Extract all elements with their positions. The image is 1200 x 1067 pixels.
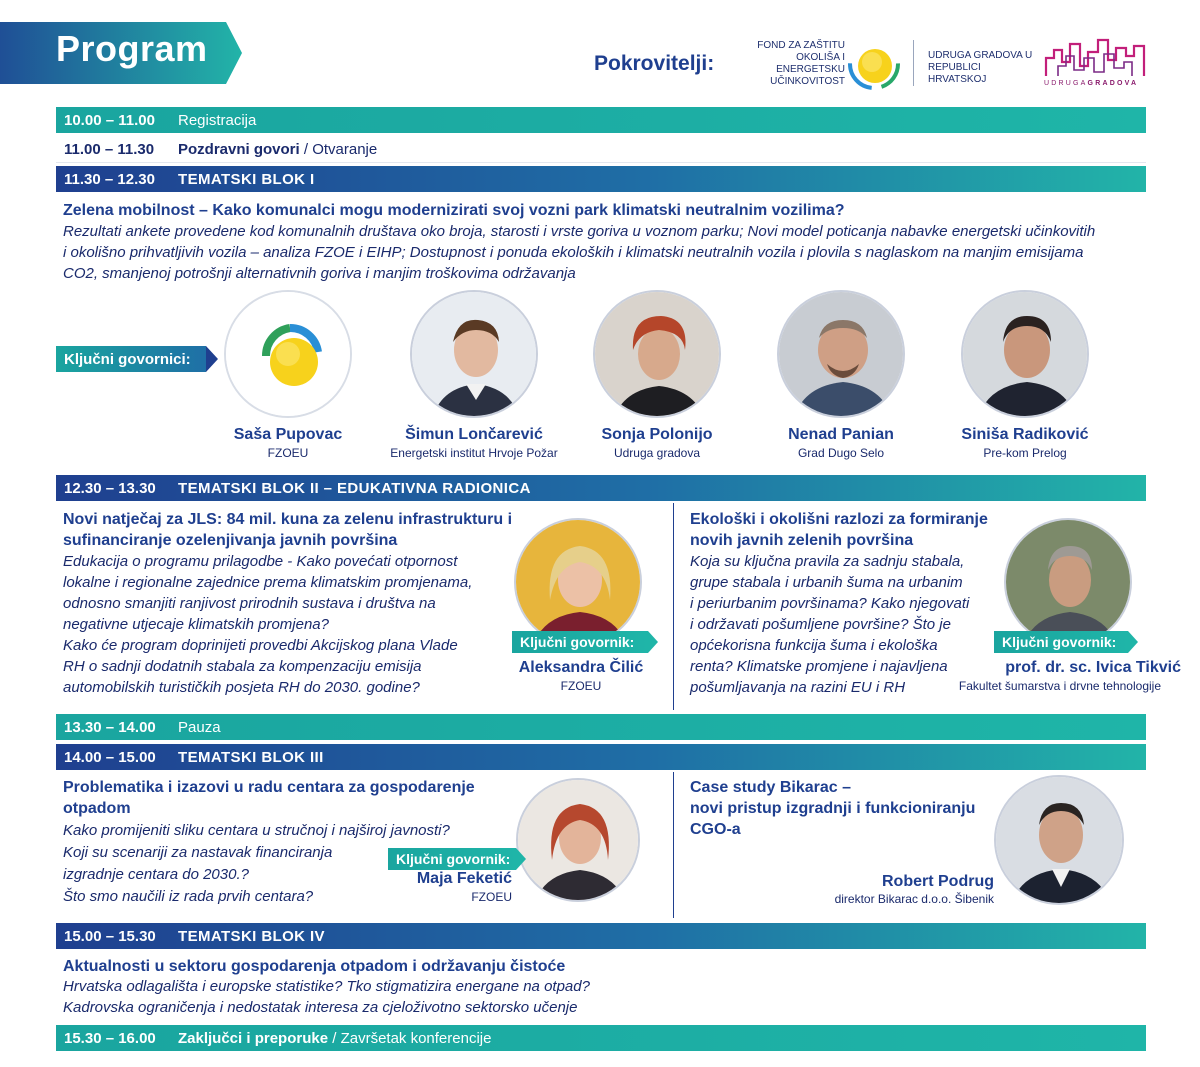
block2-left-line: Edukacija o programu prilagodbe - Kako povećati otpornost [63, 553, 458, 570]
session-label: TEMATSKI BLOK I [178, 170, 315, 188]
time-label: 10.00 – 11.00 [64, 111, 155, 129]
speaker-name: Nenad Panian [788, 426, 894, 443]
schedule-row-block4 [56, 923, 1146, 949]
key-speakers-tag [56, 346, 206, 372]
udruga-name: UDRUGA GRADOVA U REPUBLICI HRVATSKOJ [928, 50, 1033, 85]
key-speaker-label: Ključni govornik: [520, 634, 635, 650]
speaker-org: Fakultet šumarstva i drvne tehnologije [958, 679, 1161, 693]
speaker-portrait [1006, 520, 1132, 646]
session-label: TEMATSKI BLOK III [178, 748, 324, 766]
speaker-name: Maja Feketić [416, 870, 512, 887]
speaker-portrait [779, 292, 905, 418]
block2-left-heading-2: sufinanciranje ozelenjivanja javnih površina [63, 532, 398, 549]
time-label: 11.30 – 12.30 [64, 170, 155, 188]
block2-right-heading-1: Ekološki i okolišni razlozi za formiranje [690, 511, 988, 528]
speaker-name: prof. dr. sc. Ivica Tikvić [1005, 659, 1181, 676]
block4-heading: Aktualnosti u sektoru gospodarenja otpadom i održavanju čistoće [63, 958, 566, 975]
schedule-row-block2 [56, 475, 1146, 501]
block4-line: Hrvatska odlagališta i europske statistike? Tko stigmatizira energane na otpad? [63, 978, 590, 995]
column-divider [673, 772, 674, 918]
block3-right-heading-3: CGO-a [690, 821, 741, 838]
block2-right-line: Koja su ključna pravila za sadnju stabala, [690, 553, 965, 570]
speaker-name: Saša Pupovac [233, 426, 343, 443]
time-label: 13.30 – 14.00 [64, 718, 156, 736]
block1-heading: Zelena mobilnost – Kako komunalci mogu modernizirati svoj vozni park klimatski neutralnim vozilima? [63, 202, 845, 219]
session-label: TEMATSKI BLOK II – EDUKATIVNA RADIONICA [178, 479, 531, 497]
time-label: 14.00 – 15.00 [64, 748, 156, 766]
time-label: 15.30 – 16.00 [64, 1029, 156, 1047]
speaker-name: Šimun Lončarević [405, 426, 543, 443]
block2-left-line: odnosno smanjiti ranjivost prirodnih sustava i društva na [63, 595, 436, 612]
speaker-portrait [518, 780, 640, 902]
schedule-row-pause [56, 714, 1146, 740]
speaker-name: Robert Podrug [882, 873, 994, 890]
time-label: 12.30 – 13.30 [64, 479, 156, 497]
key-speakers-label: Ključni govornici: [64, 350, 191, 368]
block3-left-heading-1: Problematika i izazovi u radu centara za gospodarenje [63, 779, 475, 796]
time-label: 15.00 – 15.30 [64, 927, 156, 945]
schedule-row-closing [56, 1025, 1146, 1051]
speaker-org: FZOEU [267, 446, 309, 460]
block2-left-line: automobilskih turističkih posjeta RH do 2030. godine? [63, 679, 420, 696]
key-speaker-tag [994, 631, 1128, 653]
speaker-photo-panian [777, 290, 905, 418]
schedule-row-block1 [56, 166, 1146, 192]
block2-right-line: pošumljavanja na razini EU i RH [690, 679, 906, 696]
block2-right-line: općekorisna funkcija šuma i ekološka [690, 637, 938, 654]
speaker-photo-pupovac [224, 290, 352, 418]
udruga-gradova-logo [1044, 36, 1148, 78]
time-label: 11.00 – 11.30 [64, 141, 155, 158]
speaker-photo-feketic [516, 778, 640, 902]
key-speaker-tag [512, 631, 648, 653]
speaker-portrait [963, 292, 1089, 418]
speaker-portrait [516, 520, 642, 646]
block3-left-heading-2: otpadom [63, 800, 131, 817]
block2-right-line: i održavati pošumljene površine? Što je [690, 616, 951, 633]
sponsors-label: Pokrovitelji: [594, 52, 715, 75]
block2-left-line: lokalne i regionalne zajednice prema klimatskim promjenama, [63, 574, 473, 591]
fzoe-logo [848, 38, 900, 90]
speaker-portrait [412, 292, 538, 418]
session-label: TEMATSKI BLOK IV [178, 927, 325, 945]
speaker-photo-loncarevic [410, 290, 538, 418]
session-label: Pauza [178, 718, 221, 736]
speaker-name: Aleksandra Čilić [518, 659, 644, 676]
speaker-name: Siniša Radiković [961, 426, 1089, 443]
block4-line: Kadrovska ograničenja i nedostatak interesa za cjeloživotno sektorsko učenje [63, 999, 578, 1016]
block2-left-line: negativne utjecaje klimatskih promjena? [63, 616, 329, 633]
block2-right-line: renta? Klimatske promjene i najavljena [690, 658, 948, 675]
speaker-org: Udruga gradova [613, 446, 701, 460]
block2-left-heading-1: Novi natječaj za JLS: 84 mil. kuna za zelenu infrastrukturu i [63, 511, 513, 528]
speaker-org: Energetski institut Hrvoje Požar [390, 446, 558, 460]
speaker-photo-cilic [514, 518, 642, 646]
session-label: Zaključci i preporuke / Završetak konferencije [178, 1029, 492, 1047]
speaker-photo-podrug [994, 775, 1124, 905]
schedule-row-block3 [56, 744, 1146, 770]
speaker-org: direktor Bikarac d.o.o. Šibenik [834, 892, 994, 906]
block3-left-line: Koji su scenariji za nastavak financiranja [63, 844, 333, 861]
block1-desc-1: Rezultati ankete provedene kod komunalnih društava oko broja, starosti i vrste goriva u voznom parku; Novi model poticanja nabavke energetski učinkovitih [63, 223, 1096, 240]
schedule-row-registration [56, 107, 1146, 133]
speaker-photo-radikovic [961, 290, 1089, 418]
block3-right-heading-1: Case study Bikarac – [690, 779, 851, 796]
fzoe-logo [226, 292, 352, 418]
speaker-org: Grad Dugo Selo [797, 446, 885, 460]
speaker-name: Sonja Polonijo [601, 426, 713, 443]
block2-right-line: i periurbanim površinama? Kako njegovati [690, 595, 970, 612]
block3-right-heading-2: novi pristup izgradnji i funkcioniranju [690, 800, 976, 817]
speaker-photo-polonijo [593, 290, 721, 418]
block3-left-line: Što smo naučili iz rada prvih centara? [63, 888, 314, 905]
schedule-row-welcome [56, 137, 1146, 163]
block2-left-line: Kako će program doprinijeti provedbi Akcijskog plana Vlade [63, 637, 458, 654]
page-title: Program [56, 28, 208, 69]
udruga-wordmark: UDRUGAGRADOVA [1044, 80, 1139, 87]
block2-right-heading-2: novih javnih zelenih površina [690, 532, 914, 549]
block1-desc-3: CO2, smanjenoj potrošnji alternativnih goriva i manjim troškovima održavanja [63, 265, 576, 282]
speaker-portrait [595, 292, 721, 418]
block3-left-line: izgradnje centara do 2030.? [63, 866, 249, 883]
speaker-org: FZOEU [560, 679, 602, 693]
speaker-portrait [996, 777, 1124, 905]
key-speaker-tag [388, 848, 516, 870]
fzoe-name: FOND ZA ZAŠTITU OKOLIŠA I ENERGETSKU UČINKOVITOST [757, 40, 845, 87]
key-speaker-label: Ključni govornik: [396, 851, 511, 867]
session-label: Pozdravni govori / Otvaranje [178, 141, 378, 158]
speaker-org: FZOEU [471, 890, 512, 904]
logo-separator [913, 40, 914, 86]
session-label: Registracija [178, 111, 257, 129]
block1-desc-2: i okolišno prihvatljivih vozila – analiza FZOE i EIHP; Dostupnost i ponuda ekoloških i klimatski neutralnih vozila i plovila s naglaskom na manjim emisijama [63, 244, 1084, 261]
block2-right-line: grupe stabala i urbanih šuma na urbanim [690, 574, 963, 591]
speaker-photo-tikvic [1004, 518, 1132, 646]
key-speaker-label: Ključni govornik: [1002, 634, 1117, 650]
block2-left-line: RH o sadnji dodatnih stabala za kompenzaciju emisija [63, 658, 422, 675]
block3-left-line: Kako promijeniti sliku centara u stručnoj i najširoj javnosti? [63, 822, 450, 839]
speaker-org: Pre-kom Prelog [983, 446, 1067, 460]
